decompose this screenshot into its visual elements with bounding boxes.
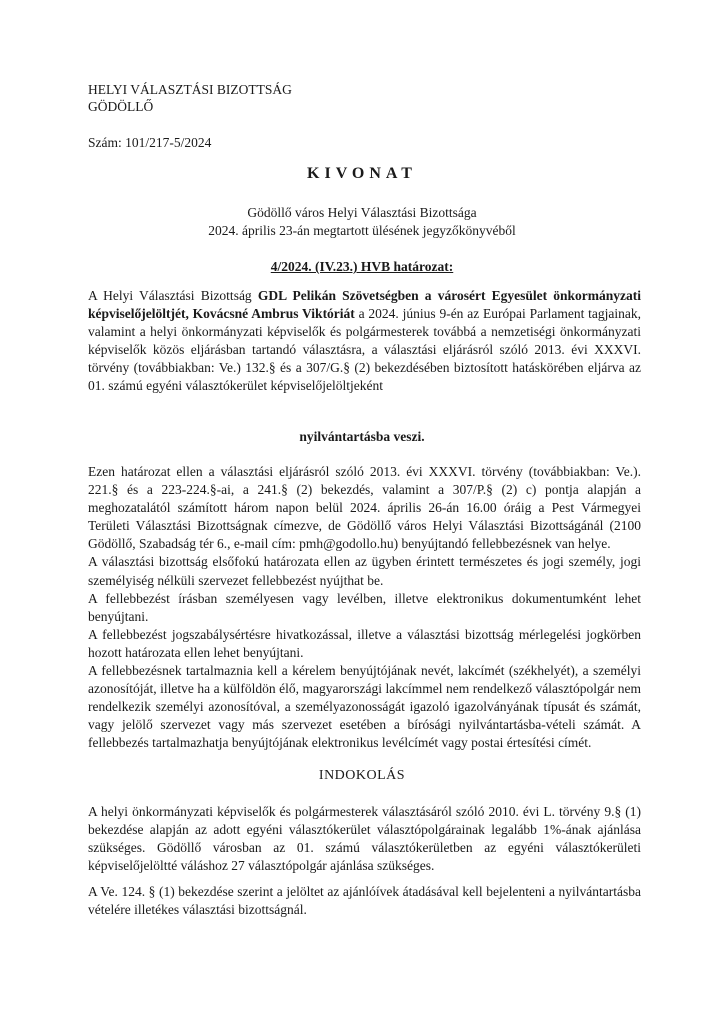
- org-name: HELYI VÁLASZTÁSI BIZOTTSÁG: [88, 82, 292, 97]
- subtitle-line2: 2024. április 23-án megtartott ülésének jegyzőkönyvéből: [208, 223, 516, 238]
- remedy-section: [88, 463, 641, 753]
- case-number: Szám: 101/217-5/2024: [88, 135, 212, 150]
- remedy-paragraph: A választási bizottság elsőfokú határozata ellen az ügyben érintett természetes és jogi személy, jogi személyiség nélküli szervezet fellebbezést nyújthat be.: [88, 554, 641, 588]
- remedy-paragraph: A fellebbezést írásban személyesen vagy levélben, illetve elektronikus dokumentumként lehet benyújtani.: [88, 590, 641, 624]
- reasoning-heading: INDOKOLÁS: [318, 768, 406, 783]
- decision: nyilvántartásba veszi.: [299, 429, 425, 444]
- remedy-paragraph: A fellebbezést jogszabálysértésre hivatkozással, illetve a választási bizottság mérlegelési jogkörben hozott határozata ellen lehet benyújtani.: [88, 626, 641, 660]
- reasoning-paragraph: A Ve. 124. § (1) bekezdése szerint a jelöltet az ajánlóívek átadásával kell bejelenteni a nyilvántartásba vételére illetékes választási bizottságnál.: [88, 884, 641, 918]
- document-title: KIVONAT: [307, 165, 417, 182]
- intro-candidate: GDL Pelikán Szövetségben a városért Egyesület önkormányzati képviselőjelöltjét, Kovácsné Ambrus Viktóriát: [88, 288, 641, 322]
- remedy-paragraph: A fellebbezésnek tartalmaznia kell a kérelem benyújtójának nevét, lakcímét (székhelyét), a személyi azonosítóját, illetve ha a külföldön élő, magyarországi lakcímmel nem rendelkező választópolgár nem rendelkezik személyi azonosítóval, a személyazonosságát igazoló igazolványának típusát és számát, vagy jelölő szervezet vagy más szervezet esetében a bírósági nyilvántartásba-vételi számát. A fellebbezés tartalmazhatja benyújtójának elektronikus levélcímét vagy postai értesítési címét.: [88, 663, 641, 751]
- remedy-paragraph: Ezen határozat ellen a választási eljárásról szóló 2013. évi XXXVI. törvény (továbbiakban: Ve.). 221.§ és a 223-224.§-ai, a 241.§ (2) bekezdés, valamint a 307/P.§ (2) c) pontja alapján a meghozatalától számított három napon belül 2024. április 26-án 16.00 óráig a Pest Vármegyei Területi Választási Bizottságnak címezve, de Gödöllő város Helyi Választási Bizottságánál (2100 Gödöllő, Szabadság tér 6., e-mail cím: pmh@godollo.hu) benyújtandó fellebbezésnek van helye.: [88, 464, 641, 552]
- resolution-number: 4/2024. (IV.23.) HVB határozat:: [270, 259, 454, 274]
- intro-text-1: A Helyi Választási Bizottság: [88, 288, 258, 303]
- reasoning-paragraph: A helyi önkormányzati képviselők és polgármesterek választásáról szóló 2010. évi L. törvény 9.§ (1) bekezdése alapján az adott egyéni választókerület választópolgárainak legalább 1%-ának ajánlása szükséges. Gödöllő városban az 01. számú választókerületben az egyéni választókerületi képviselőjelöltté váláshoz 27 választópolgár ajánlása szükséges.: [88, 804, 641, 874]
- intro-paragraph: [88, 287, 641, 396]
- org-city: GÖDÖLLŐ: [88, 99, 154, 114]
- subtitle-line1: Gödöllő város Helyi Választási Bizottsága: [247, 205, 477, 220]
- intro-text-2: a 2024. június 9-én az Európai Parlament tagjainak, valamint a helyi önkormányzati képviselők és polgármesterek továbbá a nemzetiségi önkormányzati képviselők közös eljárásban tartandó választásra, a választási eljárásról szóló 2013. évi XXXVI. törvény (továbbiakban: Ve.) 132.§ és a 307/G.§ (2) bekezdésében biztosított hatáskörében eljárva az 01. számú egyéni választókerület képviselőjelöltjeként: [88, 306, 641, 394]
